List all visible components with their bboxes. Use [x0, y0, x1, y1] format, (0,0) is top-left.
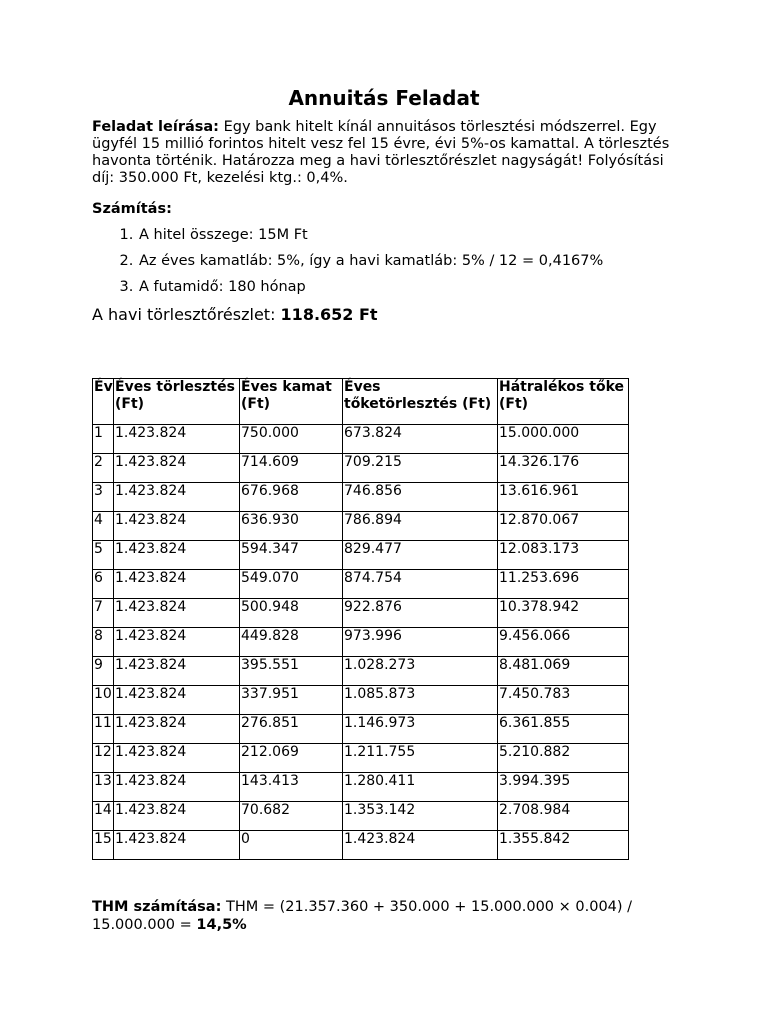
table-cell: 1.423.824 [114, 483, 240, 512]
table-cell: 1.423.824 [343, 831, 498, 860]
table-cell: 1.423.824 [114, 831, 240, 860]
calculation-step: 2. Az éves kamatláb: 5%, így a havi kamatláb: 5% / 12 = 0,4167% [138, 253, 676, 270]
table-cell: 1.423.824 [114, 628, 240, 657]
table-cell: 676.968 [240, 483, 343, 512]
table-cell: 3.994.395 [498, 773, 629, 802]
calculation-step: 3. A futamidő: 180 hónap [138, 279, 676, 296]
table-cell: 1.423.824 [114, 744, 240, 773]
result-value: 118.652 Ft [280, 305, 378, 324]
table-row [93, 425, 629, 454]
table-row [93, 454, 629, 483]
table-cell: 1.211.755 [343, 744, 498, 773]
thm-formula: THM = (21.357.360 + 350.000 + 15.000.000 × 0.004) / 15.000.000 = [92, 898, 633, 933]
calculation-title: Számítás: [92, 201, 172, 217]
page-title: Annuitás Feladat [288, 86, 480, 110]
column-header-principal-repayment: Éves tőketörlesztés (Ft) [343, 379, 498, 425]
calculation-steps [92, 227, 676, 296]
table-cell: 1.355.842 [498, 831, 629, 860]
table-row [93, 541, 629, 570]
table-cell: 973.996 [343, 628, 498, 657]
table-cell: 14.326.176 [498, 454, 629, 483]
table-cell: 709.215 [343, 454, 498, 483]
document-page [92, 86, 676, 933]
table-cell: 1.423.824 [114, 715, 240, 744]
column-header-year: Év [93, 379, 114, 425]
table-row [93, 802, 629, 831]
table-cell: 1.280.411 [343, 773, 498, 802]
calculation-step: 1. A hitel összege: 15M Ft [138, 227, 676, 244]
table-cell: 12.870.067 [498, 512, 629, 541]
table-row [93, 831, 629, 860]
table-cell: 1.028.273 [343, 657, 498, 686]
monthly-payment-result [92, 305, 676, 325]
table-cell: 9.456.066 [498, 628, 629, 657]
table-cell: 1.423.824 [114, 802, 240, 831]
table-cell: 1.423.824 [114, 454, 240, 483]
table-row [93, 715, 629, 744]
table-cell: 8.481.069 [498, 657, 629, 686]
table-cell: 6 [93, 570, 114, 599]
table-cell: 15 [93, 831, 114, 860]
table-row [93, 512, 629, 541]
table-cell: 714.609 [240, 454, 343, 483]
table-cell: 9 [93, 657, 114, 686]
table-cell: 673.824 [343, 425, 498, 454]
table-row [93, 570, 629, 599]
table-cell: 337.951 [240, 686, 343, 715]
table-cell: 1.353.142 [343, 802, 498, 831]
table-cell: 1.146.973 [343, 715, 498, 744]
table-cell: 449.828 [240, 628, 343, 657]
table-cell: 1.085.873 [343, 686, 498, 715]
table-cell: 15.000.000 [498, 425, 629, 454]
table-cell: 874.754 [343, 570, 498, 599]
table-cell: 1.423.824 [114, 512, 240, 541]
table-cell: 6.361.855 [498, 715, 629, 744]
table-cell: 1.423.824 [114, 541, 240, 570]
thm-value: 14,5% [196, 916, 247, 933]
table-body [93, 425, 629, 860]
table-cell: 8 [93, 628, 114, 657]
table-cell: 276.851 [240, 715, 343, 744]
table-cell: 1.423.824 [114, 599, 240, 628]
table-cell: 5 [93, 541, 114, 570]
table-cell: 4 [93, 512, 114, 541]
table-cell: 0 [240, 831, 343, 860]
table-cell: 10.378.942 [498, 599, 629, 628]
table-cell: 2 [93, 454, 114, 483]
table-cell: 1.423.824 [114, 686, 240, 715]
table-cell: 13.616.961 [498, 483, 629, 512]
table-cell: 2.708.984 [498, 802, 629, 831]
table-cell: 11.253.696 [498, 570, 629, 599]
table-row [93, 686, 629, 715]
table-row [93, 773, 629, 802]
table-cell: 395.551 [240, 657, 343, 686]
table-cell: 750.000 [240, 425, 343, 454]
table-cell: 70.682 [240, 802, 343, 831]
table-cell: 11 [93, 715, 114, 744]
table-cell: 829.477 [343, 541, 498, 570]
table-cell: 594.347 [240, 541, 343, 570]
table-cell: 7.450.783 [498, 686, 629, 715]
table-cell: 7 [93, 599, 114, 628]
table-cell: 922.876 [343, 599, 498, 628]
table-row [93, 628, 629, 657]
column-header-annual-interest: Éves kamat (Ft) [240, 379, 343, 425]
table-cell: 1.423.824 [114, 773, 240, 802]
result-label: A havi törlesztőrészlet: [92, 305, 281, 324]
table-header-row [93, 379, 629, 425]
table-cell: 10 [93, 686, 114, 715]
table-cell: 786.894 [343, 512, 498, 541]
table-row [93, 657, 629, 686]
table-row [93, 599, 629, 628]
amortization-table [92, 378, 629, 860]
table-cell: 12.083.173 [498, 541, 629, 570]
table-cell: 1.423.824 [114, 657, 240, 686]
table-row [93, 483, 629, 512]
thm-calculation [92, 898, 652, 934]
table-cell: 14 [93, 802, 114, 831]
table-cell: 1.423.824 [114, 570, 240, 599]
table-cell: 13 [93, 773, 114, 802]
table-cell: 549.070 [240, 570, 343, 599]
task-description-text: Egy bank hitelt kínál annuitásos törlesztési módszerrel. Egy ügyfél 15 millió forintos hitelt vesz fel 15 évre, évi 5%-os kamattal. A törlesztés havonta történik. Határozza meg a havi törlesztőrészlet nagyságát! Folyósítási díj: 350.000 Ft, kezelési ktg.: 0,4%. [92, 119, 670, 186]
table-cell: 212.069 [240, 744, 343, 773]
column-header-annual-payment: Éves törlesztés (Ft) [114, 379, 240, 425]
table-row [93, 744, 629, 773]
table-cell: 1.423.824 [114, 425, 240, 454]
table-cell: 500.948 [240, 599, 343, 628]
table-cell: 3 [93, 483, 114, 512]
column-header-remaining-principal: Hátralékos tőke (Ft) [498, 379, 629, 425]
table-cell: 143.413 [240, 773, 343, 802]
table-cell: 5.210.882 [498, 744, 629, 773]
task-description-label: Feladat leírása: [92, 119, 219, 135]
table-cell: 636.930 [240, 512, 343, 541]
table-cell: 746.856 [343, 483, 498, 512]
table-cell: 1 [93, 425, 114, 454]
thm-label: THM számítása: [92, 898, 222, 915]
table-cell: 12 [93, 744, 114, 773]
task-description [92, 119, 676, 187]
